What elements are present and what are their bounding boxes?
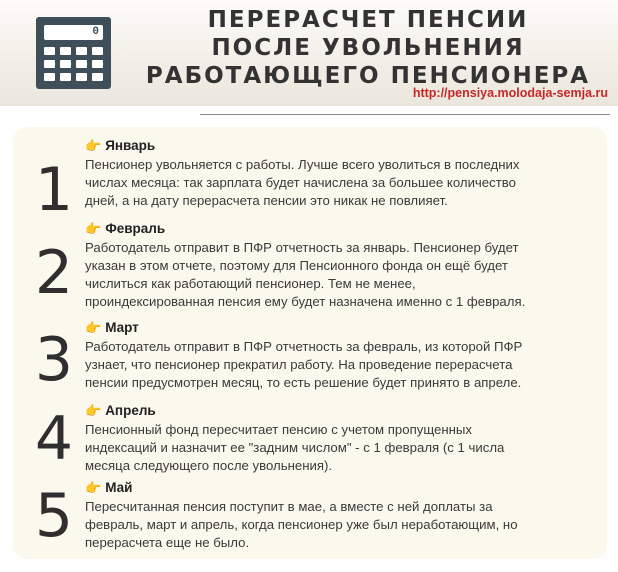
step-title-text: Февраль [105,221,166,236]
pointing-hand-icon: 👉 [85,222,102,237]
text-line: Работодатель отправит в ПФР отчетность за январь. Пенсионер будет [85,240,519,255]
text-line: Пенсионер увольняется с работы. Лучше всего уволиться в последних [85,157,520,172]
source-url-link[interactable]: http://pensiya.molodaja-semja.ru [412,86,608,100]
text-line: числах месяца: так зарплата будет начислена за большее количество [85,175,516,190]
step-number: 1 [34,155,74,225]
step-text [85,421,597,475]
step-number: 2 [34,238,74,308]
step-title [85,220,165,239]
text-line: узнает, что пенсионер прекратил работу. На проведение перерасчета [85,357,513,372]
text-line: числиться как работающий пенсионер. Тем не менее, [85,276,416,291]
calculator-icon [36,17,111,89]
step-title-text: Апрель [105,403,156,418]
text-line: дней, а на дату перерасчета пенсии это никак не повлияет. [85,193,448,208]
calculator-key [92,73,103,81]
text-line: Пенсионный фонд пересчитает пенсию с учетом пропущенных [85,422,473,437]
calculator-key [76,60,87,68]
step-number: 5 [34,481,74,551]
title-line: ПЕРЕРАСЧЕТ ПЕНСИИ [207,7,529,33]
calculator-key [60,60,71,68]
header [0,0,618,106]
step-text [85,239,597,311]
pointing-hand-icon: 👉 [85,139,102,154]
pointing-hand-icon: 👉 [85,481,102,496]
text-line: указан в этом отчете, поэтому для Пенсионного фонда он ещё будет [85,258,508,273]
divider [200,114,610,115]
text-line: проиндексированная пенсия ему будет назначена именно с 1 февраля. [85,294,526,309]
title-line: ПОСЛЕ УВОЛЬНЕНИЯ [211,35,525,61]
calculator-key [44,60,55,68]
calculator-key [92,47,103,55]
title-line: РАБОТАЮЩЕГО ПЕНСИОНЕРА [145,63,591,89]
text-line: пенсии предусмотрен месяц, то есть решение будет принято в апреле. [85,375,522,390]
step-text [85,338,597,392]
calculator-key [44,73,55,81]
step-title-text: Январь [105,138,156,153]
calculator-key [60,47,71,55]
text-line: Пересчитанная пенсия поступит в мае, а вместе с ней доплаты за [85,499,493,514]
step-title [85,137,155,156]
text-line: перерасчета еще не было. [85,535,250,550]
text-line: индексаций и назначит ее "задним числом" - с 1 февраля (с 1 числа [85,440,505,455]
step-title-text: Март [105,320,139,335]
step-title-text: Май [105,480,133,495]
step-number: 4 [34,404,74,474]
step-title [85,319,139,338]
page-title [128,6,608,90]
calculator-key [76,73,87,81]
text-line: Работодатель отправит в ПФР отчетность за февраль, из которой ПФР [85,339,523,354]
text-line: февраль, март и апрель, когда пенсионер уже был неработающим, но [85,517,518,532]
calculator-key [76,47,87,55]
calculator-key [44,47,55,55]
steps-panel [13,127,607,559]
calculator-display: 0 [92,26,99,38]
pointing-hand-icon: 👉 [85,404,102,419]
pointing-hand-icon: 👉 [85,321,102,336]
step-title [85,402,156,421]
calculator-key [92,60,103,68]
step-title [85,479,132,498]
calculator-key [60,73,71,81]
text-line: месяца следующего после увольнения). [85,458,333,473]
step-number: 3 [34,325,74,395]
step-text [85,498,597,552]
step-text [85,156,597,210]
calculator-screen [44,25,103,40]
